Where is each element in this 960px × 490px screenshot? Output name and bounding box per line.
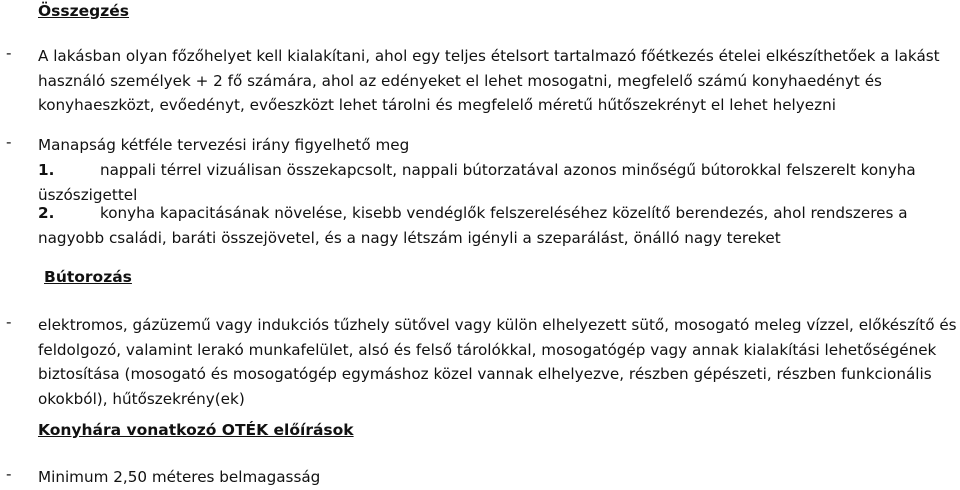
item-text: nappali térrel vizuálisan összekapcsolt, nappali bútorzatával azonos minőségű bútorokkal felszerelt konyha üszószigettel — [38, 161, 916, 204]
section-title-otek: Konyhára vonatkozó OTÉK előírások — [38, 421, 354, 439]
bullet-dash: - — [6, 44, 12, 62]
numbered-item-1 — [38, 158, 948, 207]
bullet-dash: - — [6, 465, 12, 483]
furniture-paragraph: elektromos, gázüzemű vagy indukciós tűzhely sütővel vagy külön elhelyezett sütő, mosogató meleg vízzel, előkészítő és feldolgozó, valamint lerakó munkafelület, alsó és felső tárolókkal, mosogatógép vagy annak kialakítási lehetőségének biztosítása (mosogató és mosogatógép egymáshoz közel vannak elhelyezve, részben gépészeti, részben funkcionális okokból), hűtőszekrény(ek) — [38, 316, 957, 408]
item-number: 2. — [38, 204, 55, 222]
design-directions-intro: Manapság kétféle tervezési irány figyelhető meg — [38, 136, 410, 154]
bullet-dash: - — [6, 133, 12, 151]
section-title-furniture: Bútorozás — [44, 268, 132, 286]
summary-paragraph: A lakásban olyan főzőhelyet kell kialakítani, ahol egy teljes ételsort tartalmazó főétkezés ételei elkészíthetőek a lakást használó személyek + 2 fő számára, ahol az edényeket el lehet mosogatni, megfelelő számú konyhaedényt és konyhaeszközt, evőedényt, evőeszközt lehet tárolni és megfelelő méretű hűtőszekrényt el lehet helyezni — [38, 47, 940, 114]
item-number: 1. — [38, 161, 55, 179]
numbered-item-2 — [38, 201, 958, 250]
section-title-summary: Összegzés — [38, 2, 130, 20]
item-text: konyha kapacitásának növelése, kisebb vendéglők felszereléséhez közelítő berendezés, ahol rendszeres a nagyobb családi, baráti összejövetel, és a nagy létszám igényli a szeparálást, önálló nagy tereket — [38, 204, 908, 247]
otek-requirement: Minimum 2,50 méteres belmagasság — [38, 468, 321, 486]
bullet-dash: - — [6, 313, 12, 331]
